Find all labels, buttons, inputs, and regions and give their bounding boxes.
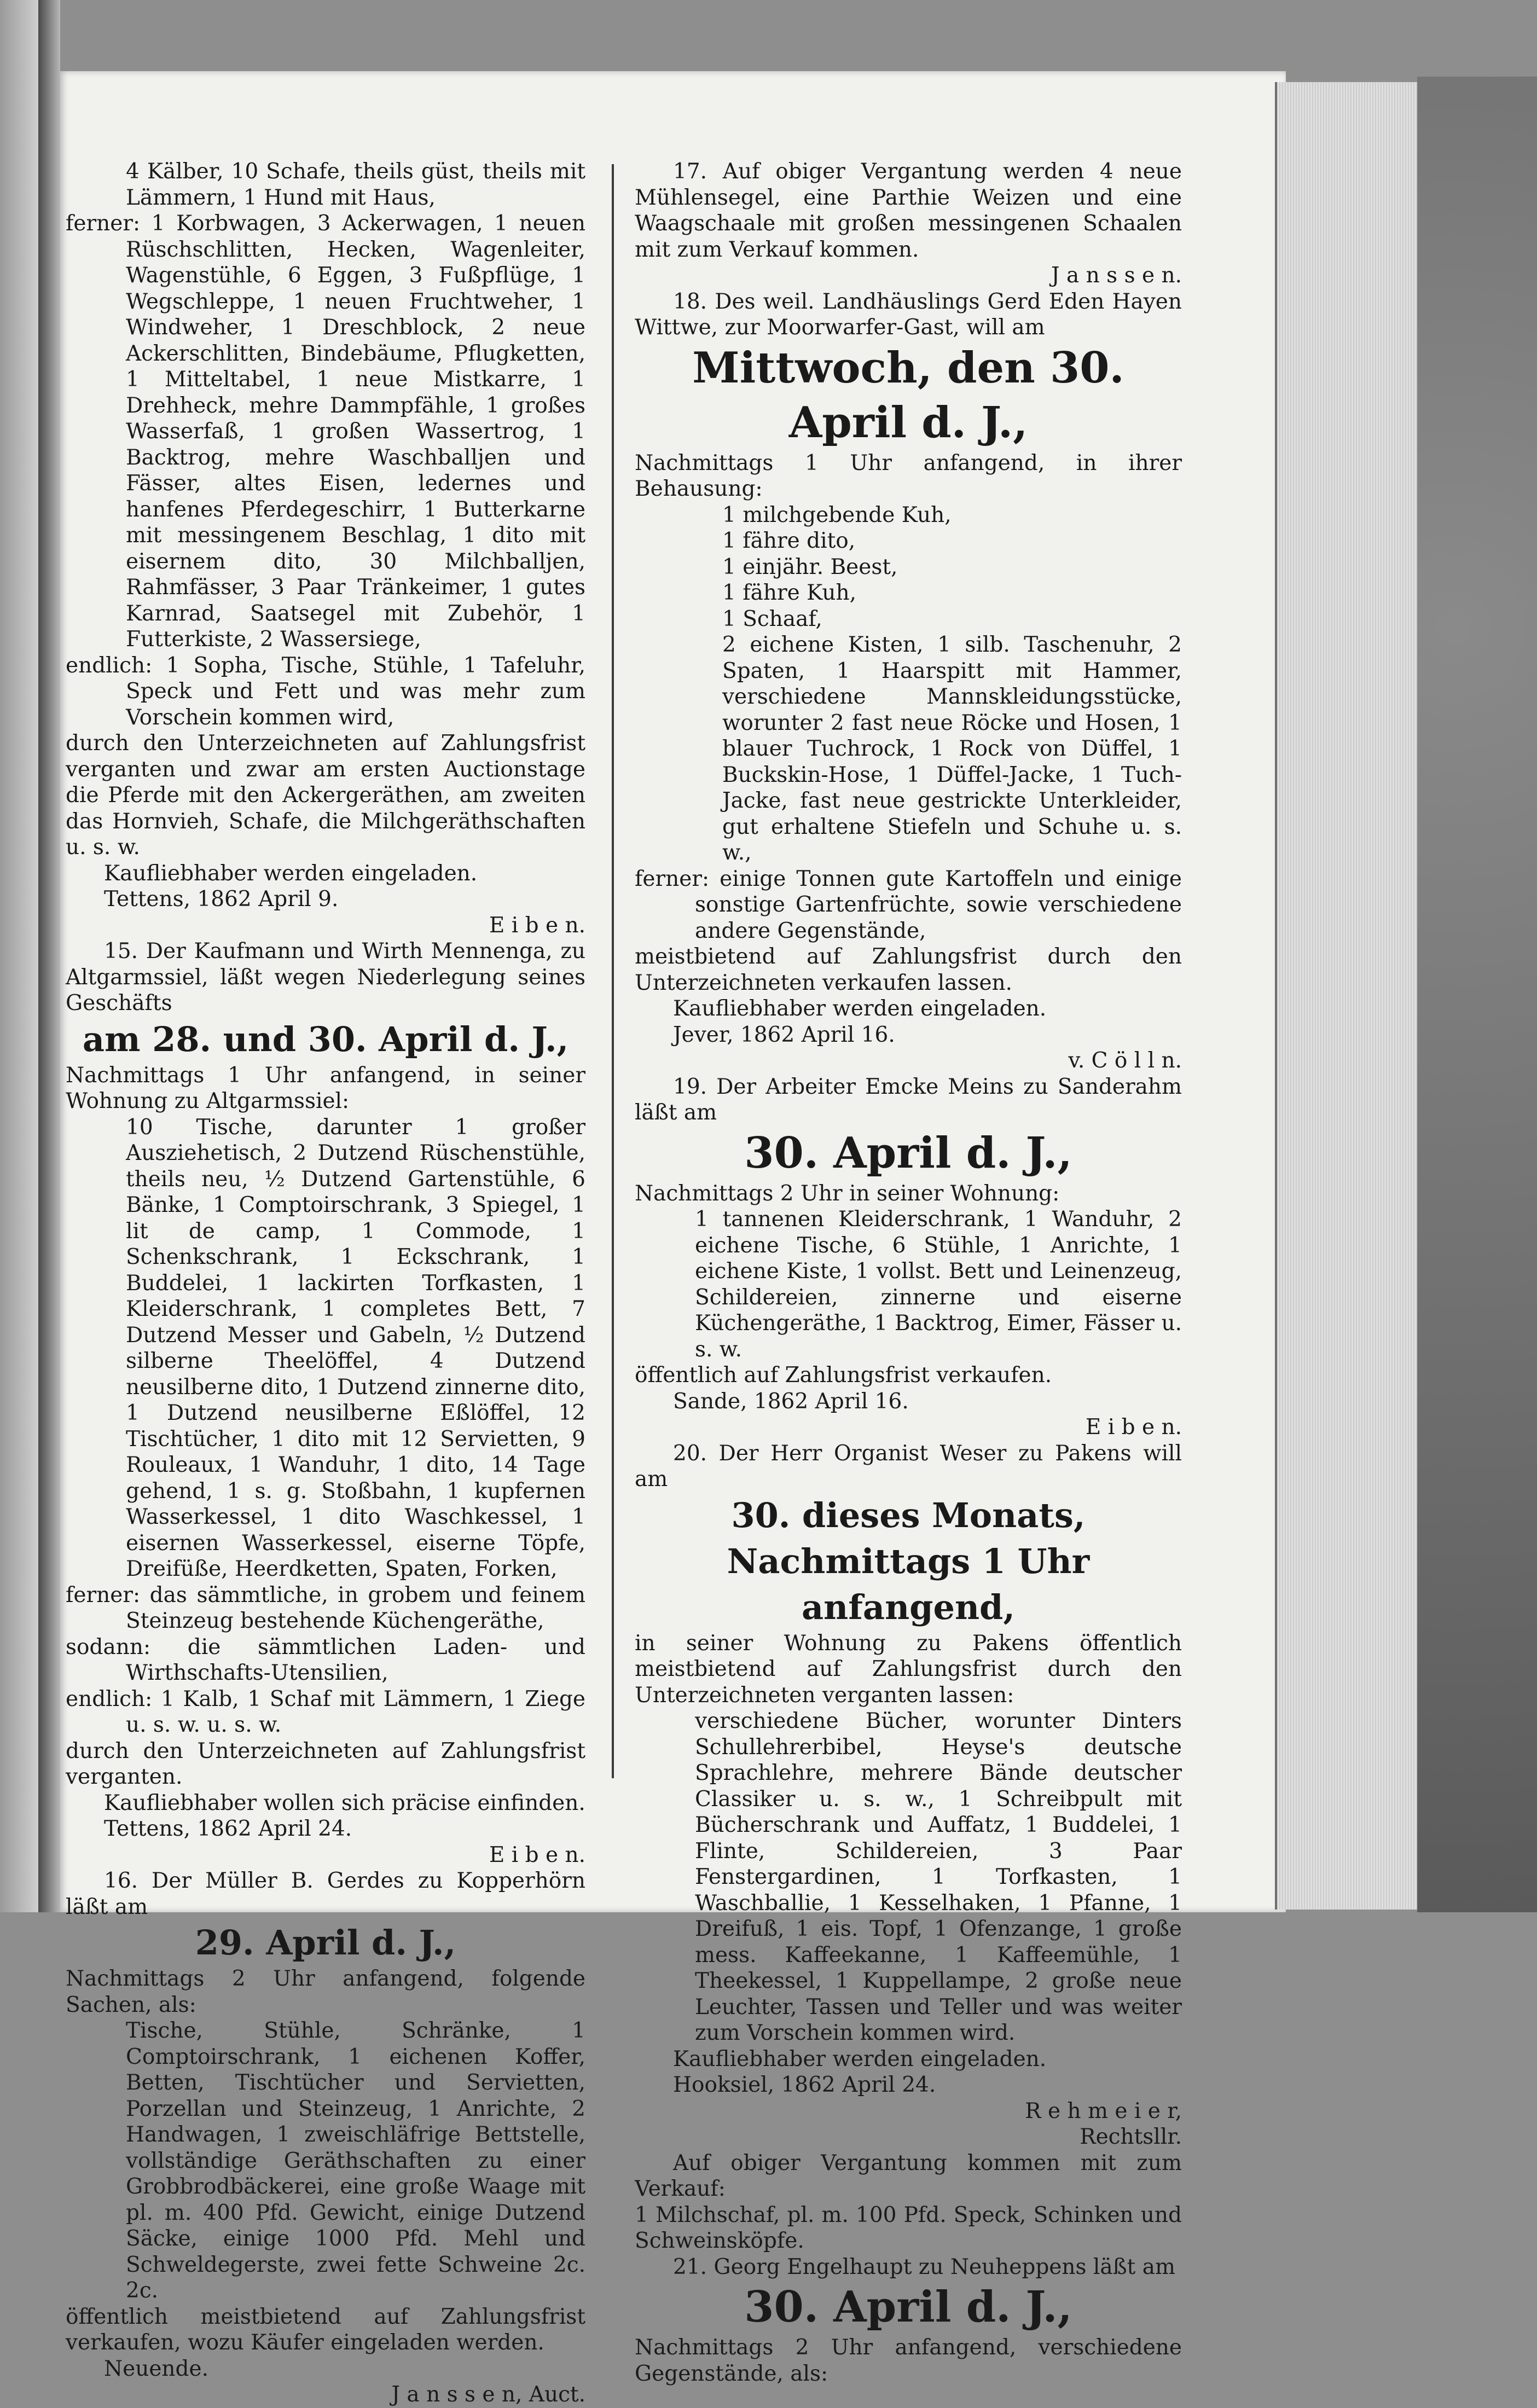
notice-18-item: 1 fähre dito,: [722, 529, 856, 553]
notice-18-item: 1 einjähr. Beest,: [722, 554, 898, 579]
notice-18-terms: meistbietend auf Zahlungsfrist durch den Unterzeichneten verkaufen lassen.: [635, 944, 1182, 995]
notice-19-signature: E i b e n.: [1085, 1415, 1182, 1440]
notice-16-items: Tische, Stühle, Schränke, 1 Comptoirschrank, 1 eichenen Koffer, Betten, Tischtücher und Servietten, Porzellan und Steinzeug, 1 Anrichte, 2 Handwagen, 1 zweischläfrige Bettstelle, vollständige Geräthschaften zu einer Grobbrodbäckerei, eine große Waage mit pl. m. 400 Pfd. Gewicht, einige Dutzend Säcke, einige 1000 Pfd. Mehl und Schweldegerste, zwei fette Schweine 2c. 2c.: [126, 2018, 585, 2303]
notice-21-date: 30. April d. J.,: [744, 2282, 1072, 2332]
notice-15-invite: Kaufliebhaber wollen sich präcise einfinden.: [104, 1790, 585, 1815]
notice-16-place: Neuende.: [104, 2356, 208, 2381]
notice-20-signature: R e h m e i e r,: [1025, 2098, 1182, 2123]
notice-18-item: 1 fähre Kuh,: [722, 581, 857, 605]
notice-20-date: 30. dieses Monats,: [731, 1495, 1086, 1535]
right-column: [635, 159, 1182, 2387]
notice-20-invite: Kaufliebhaber werden eingeladen.: [673, 2046, 1047, 2072]
book-gutter: [38, 0, 60, 1912]
notice-20-title: Rechtsllr.: [1080, 2125, 1182, 2149]
notice-15-items: 10 Tische, darunter 1 großer Ausziehetisch, 2 Dutzend Rüschenstühle, theils neu, ½ Dutzend Gartenstühle, 6 Bänke, 1 Comptoirschrank, 3 Spiegel, 1 lit de camp, 1 Commode, 1 Schenkschrank, 1 Eckschrank, 1 Buddelei, 1 lackirten Torfkasten, 1 Kleiderschrank, 1 completes Bett, 7 Dutzend Messer und Gabeln, ½ Dutzend silberne Theelöffel, 4 Dutzend neusilberne dito, 1 Dutzend zinnerne dito, 1 Dutzend neusilberne Eßlöffel, 12 Tischtücher, 1 dito mit 12 Servietten, 9 Rouleaux, 1 Wanduhr, 1 dito, 14 Tage gehend, 1 s. g. Stoßbahn, 1 kupfernen Wasserkessel, 1 dito Waschkessel, 1 eisernen Wasserkessel, eiserne Töpfe, Dreifüße, Heerdketten, Spaten, Forken,: [126, 1115, 585, 1581]
notice-18-item: 1 Schaaf,: [722, 606, 822, 631]
notice-19-time: Nachmittags 2 Uhr in seiner Wohnung:: [635, 1181, 1060, 1206]
notice-19-intro: 19. Der Arbeiter Emcke Meins zu Sanderahm läßt am: [635, 1074, 1182, 1125]
notice-20-intro: 20. Der Herr Organist Weser zu Pakens will am: [635, 1441, 1182, 1492]
notice-19-date: 30. April d. J.,: [744, 1128, 1072, 1178]
book-cover: [1417, 77, 1537, 1912]
notice-14-endlich: endlich: 1 Sopha, Tische, Stühle, 1 Tafeluhr, Speck und Fett und was mehr zum Vorschein kommen wird,: [66, 653, 585, 730]
notice-14-place-date: Tettens, 1862 April 9.: [104, 887, 339, 912]
notice-15-ferner: ferner: das sämmtliche, in grobem und feinem Steinzeug bestehende Küchengeräthe,: [66, 1582, 585, 1633]
notice-21-time: Nachmittags 2 Uhr anfangend, verschiedene Gegenstände, als:: [635, 2335, 1182, 2386]
left-column: [66, 159, 585, 2408]
notice-19-items: 1 tannenen Kleiderschrank, 1 Wanduhr, 2 eichene Tische, 6 Stühle, 1 Anrichte, 1 eichene Kiste, 1 vollst. Bett und Leinenzeug, Schildereien, zinnerne und eiserne Küchengeräthe, 1 Backtrog, Eimer, Fässer u. s. w.: [695, 1207, 1182, 1362]
notice-15-terms: durch den Unterzeichneten auf Zahlungsfrist verganten.: [66, 1738, 585, 1789]
notice-18-time: Nachmittags 1 Uhr anfangend, in ihrer Behausung:: [635, 450, 1182, 501]
notice-16-date: 29. April d. J.,: [195, 1923, 456, 1963]
notice-18-invite: Kaufliebhaber werden eingeladen.: [673, 996, 1047, 1021]
notice-15-endlich: endlich: 1 Kalb, 1 Schaf mit Lämmern, 1 Ziege u. s. w. u. s. w.: [66, 1686, 585, 1737]
notice-15-time: Nachmittags 1 Uhr anfangend, in seiner Wohnung zu Altgarmssiel:: [66, 1063, 585, 1113]
column-divider: [612, 164, 614, 1778]
notice-16-intro: 16. Der Müller B. Gerdes zu Kopperhörn läßt am: [66, 1869, 585, 1919]
notice-18-place-date: Jever, 1862 April 16.: [673, 1022, 895, 1047]
notice-20-addendum: Auf obiger Vergantung kommen mit zum Verkauf:: [635, 2150, 1182, 2201]
notice-16-terms: öffentlich meistbietend auf Zahlungsfrist verkaufen, wozu Käufer eingeladen werden.: [66, 2304, 585, 2355]
notice-18-ferner: ferner: einige Tonnen gute Kartoffeln und einige sonstige Gartenfrüchte, sowie verschiedene andere Gegenstände,: [635, 866, 1182, 943]
notice-18-items: 2 eichene Kisten, 1 silb. Taschenuhr, 2 Spaten, 1 Haarspitt mit Hammer, verschiedene Mannskleidungsstücke, worunter 2 fast neue Röcke und Hosen, 1 blauer Tuchrock, 1 Rock von Düffel, 1 Buckskin-Hose, 1 Düffel-Jacke, 1 Tuch-Jacke, fast neue gestrickte Unterkleider, gut erhaltene Stiefeln und Schuhe u. s. w.,: [722, 633, 1182, 865]
notice-20-time: Nachmittags 1 Uhr anfangend,: [727, 1541, 1090, 1627]
notice-20-addendum-items: 1 Milchschaf, pl. m. 100 Pfd. Speck, Schinken und Schweinsköpfe.: [635, 2202, 1182, 2253]
notice-18-signature: v. C ö l l n.: [1068, 1048, 1182, 1073]
notice-18-item: 1 milchgebende Kuh,: [722, 502, 952, 527]
notice-17-signature: J a n s s e n.: [1051, 263, 1182, 288]
notice-14-signature: E i b e n.: [489, 913, 585, 938]
notice-15-sodann: sodann: die sämmtlichen Laden- und Wirthschafts-Utensilien,: [66, 1634, 585, 1685]
notice-20-items: verschiedene Bücher, worunter Dinters Schullehrerbibel, Heyse's deutsche Sprachlehre, mehrere Bände deutscher Classiker u. s. w., 1 Schreibpult mit Bücherschrank und Auffatz, 1 Buddelei, 1 Flinte, Schildereien, 3 Paar Fenstergardinen, 1 Torfkasten, 1 Waschballie, 1 Kesselhaken, 1 Pfanne, 1 Dreifuß, 1 eis. Topf, 1 Ofenzange, 1 große mess. Kaffeekanne, 1 Kaffeemühle, 1 Theekessel, 1 Kuppellampe, 2 große neue Leuchter, Tassen und Teller und was weiter zum Vorschein kommen wird.: [695, 1709, 1182, 2045]
notice-16-signature: J a n s s e n, Auct.: [391, 2382, 585, 2407]
notice-20-place-date: Hooksiel, 1862 April 24.: [673, 2073, 936, 2097]
page-block-edges: [1275, 82, 1419, 1910]
notice-17-text: 17. Auf obiger Vergantung werden 4 neue Mühlensegel, eine Parthie Weizen und eine Waagschaale mit großen messingenen Schaalen mit zum Verkauf kommen.: [635, 159, 1182, 262]
notice-19-terms: öffentlich auf Zahlungsfrist verkaufen.: [635, 1363, 1052, 1388]
notice-16-time: Nachmittags 2 Uhr anfangend, folgende Sachen, als:: [66, 1966, 585, 2017]
notice-15-place-date: Tettens, 1862 April 24.: [104, 1817, 352, 1841]
notice-14-ferner: ferner: 1 Korbwagen, 3 Ackerwagen, 1 neuen Rüschschlitten, Hecken, Wagenleiter, Wagenstühle, 6 Eggen, 3 Fußpflüge, 1 Wegschleppe, 1 neuen Fruchtweher, 1 Windweher, 1 Dreschblock, 2 neue Ackerschlitten, Bindebäume, Pflugketten, 1 Mitteltabel, 1 neue Mistkarre, 1 Drehheck, mehre Dammpfähle, 1 großes Wasserfaß, 1 großen Wassertrog, 1 Backtrog, mehre Waschballjen und Fässer, altes Eisen, ledernes und hanfenes Pferdegeschirr, 1 Butterkarne mit messingenem Beschlag, 1 dito mit eisernem dito, 30 Milchballjen, Rahmfässer, 3 Paar Tränkeimer, 1 gutes Karnrad, Saatsegel mit Zubehör, 1 Futterkiste, 2 Wassersiege,: [66, 211, 585, 652]
notice-21-intro: 21. Georg Engelhaupt zu Neuheppens läßt am: [673, 2254, 1175, 2279]
notice-18-date: Mittwoch, den 30. April d. J.,: [692, 343, 1124, 448]
notice-15-intro: 15. Der Kaufmann und Wirth Mennenga, zu Altgarmssiel, läßt wegen Niederlegung seines Geschäfts: [66, 939, 585, 1016]
notice-18-intro: 18. Des weil. Landhäuslings Gerd Eden Hayen Wittwe, zur Moorwarfer-Gast, will am: [635, 289, 1182, 340]
previous-page-edge: [0, 0, 38, 1912]
notice-19-place-date: Sande, 1862 April 16.: [673, 1389, 909, 1414]
notice-14-invite: Kaufliebhaber werden eingeladen.: [104, 861, 478, 886]
notice-15-signature: E i b e n.: [489, 1842, 585, 1867]
notice-14-continued: 4 Kälber, 10 Schafe, theils güst, theils mit Lämmern, 1 Hund mit Haus,: [126, 159, 585, 210]
notice-14-terms: durch den Unterzeichneten auf Zahlungsfrist verganten und zwar am ersten Auctionstage die Pferde mit den Ackergeräthen, am zweiten das Hornvieh, Schafe, die Milchgeräthschaften u. s. w.: [66, 731, 585, 860]
notice-15-date: am 28. und 30. April d. J.,: [82, 1019, 569, 1059]
notice-20-location: in seiner Wohnung zu Pakens öffentlich meistbietend auf Zahlungsfrist durch den Unterzeichneten verganten lassen:: [635, 1631, 1182, 1708]
